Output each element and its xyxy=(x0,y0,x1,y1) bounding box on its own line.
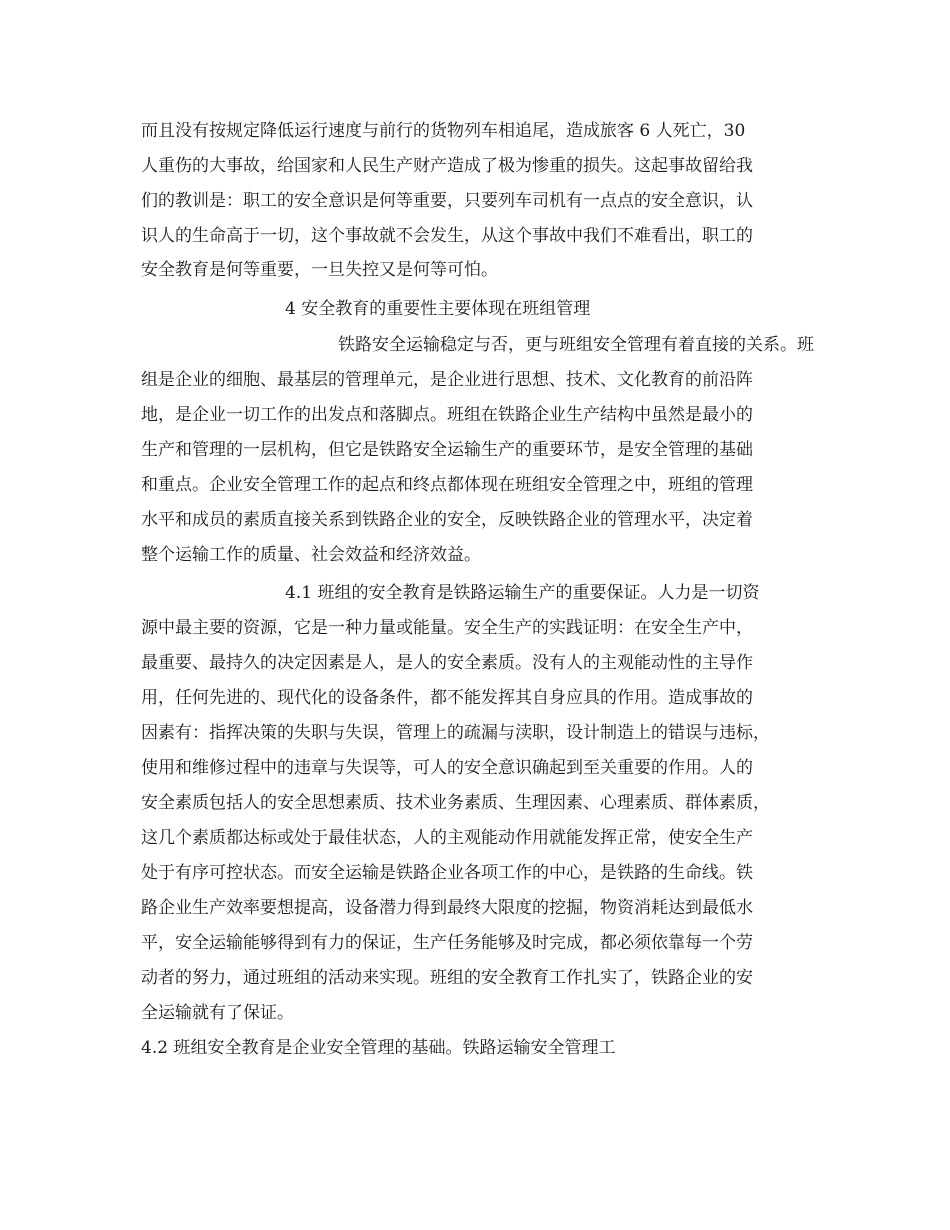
paragraph-line: 整个运输工作的质量、社会效益和经济效益。 xyxy=(141,545,481,565)
subsection-line: 4.1 班组的安全教育是铁路运输生产的重要保证。人力是一切资 xyxy=(285,583,760,603)
paragraph-line: 而且没有按规定降低运行速度与前行的货物列车相追尾，造成旅客 6 人死亡，30 xyxy=(141,121,746,141)
paragraph-line: 生产和管理的一层机构，但它是铁路安全运输生产的重要环节，是安全管理的基础 xyxy=(141,440,753,460)
paragraph-line: 使用和维修过程中的违章与失误等，可人的安全意识确起到至关重要的作用。人的 xyxy=(141,758,753,778)
paragraph-line: 因素有：指挥决策的失职与失误，管理上的疏漏与渎职，设计制造上的错误与违标， xyxy=(141,723,770,743)
paragraph-line: 全运输就有了保证。 xyxy=(141,1003,294,1023)
paragraph-line: 最重要、最持久的决定因素是人，是人的安全素质。没有人的主观能动性的主导作 xyxy=(141,653,753,673)
paragraph-line: 铁路安全运输稳定与否，更与班组安全管理有着直接的关系。班 xyxy=(338,335,814,355)
paragraph-line: 这几个素质都达标或处于最佳状态，人的主观能动作用就能发挥正常，使安全生产 xyxy=(141,828,753,848)
paragraph-line: 地，是企业一切工作的出发点和落脚点。班组在铁路企业生产结构中虽然是最小的 xyxy=(141,405,753,425)
paragraph-line: 水平和成员的素质直接关系到铁路企业的安全，反映铁路企业的管理水平，决定着 xyxy=(141,510,753,530)
section-heading: 4 安全教育的重要性主要体现在班组管理 xyxy=(285,299,591,319)
paragraph-line: 源中最主要的资源，它是一种力量或能量。安全生产的实践证明：在安全生产中， xyxy=(141,618,753,638)
paragraph-line: 识人的生命高于一切，这个事故就不会发生，从这个事故中我们不难看出，职工的 xyxy=(141,226,753,246)
paragraph-line: 处于有序可控状态。而安全运输是铁路企业各项工作的中心，是铁路的生命线。铁 xyxy=(141,863,753,883)
paragraph-line: 和重点。企业安全管理工作的起点和终点都体现在班组安全管理之中，班组的管理 xyxy=(141,475,753,495)
paragraph-line: 用，任何先进的、现代化的设备条件，都不能发挥其自身应具的作用。造成事故的 xyxy=(141,688,753,708)
paragraph-line: 动者的努力，通过班组的活动来实现。班组的安全教育工作扎实了，铁路企业的安 xyxy=(141,968,753,988)
paragraph-line: 平，安全运输能够得到有力的保证，生产任务能够及时完成，都必须依靠每一个劳 xyxy=(141,933,753,953)
paragraph-line: 4.2 班组安全教育是企业安全管理的基础。铁路运输安全管理工 xyxy=(141,1038,616,1058)
paragraph-line: 人重伤的大事故，给国家和人民生产财产造成了极为惨重的损失。这起事故留给我 xyxy=(141,156,753,176)
paragraph-line: 组是企业的细胞、最基层的管理单元，是企业进行思想、技术、文化教育的前沿阵 xyxy=(141,370,753,390)
paragraph-line: 安全素质包括人的安全思想素质、技术业务素质、生理因素、心理素质、群体素质， xyxy=(141,793,770,813)
paragraph-line: 路企业生产效率要想提高，设备潜力得到最终大限度的挖掘，物资消耗达到最低水 xyxy=(141,898,753,918)
paragraph-line: 安全教育是何等重要，一旦失控又是何等可怕。 xyxy=(141,260,498,280)
paragraph-line: 们的教训是：职工的安全意识是何等重要，只要列车司机有一点点的安全意识，认 xyxy=(141,191,753,211)
